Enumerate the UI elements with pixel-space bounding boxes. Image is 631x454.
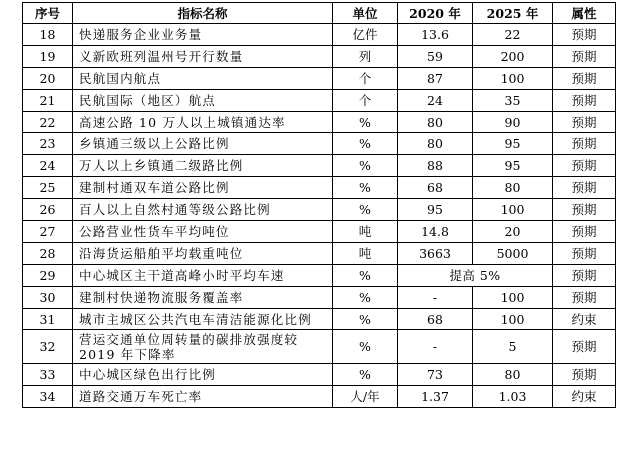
row-index: 24 [23, 155, 73, 177]
value-2020: 68 [398, 177, 473, 199]
indicator-name: 建制村快递物流服务覆盖率 [73, 286, 333, 308]
indicator-name: 乡镇通三级以上公路比例 [73, 133, 333, 155]
table-row [23, 133, 616, 155]
indicator-name: 中心城区绿色出行比例 [73, 364, 333, 386]
value-2020: 3663 [398, 242, 473, 264]
indicator-attribute: 预期 [553, 89, 616, 111]
value-2025: 5 [473, 330, 553, 364]
table-row [23, 242, 616, 264]
indicator-attribute: 预期 [553, 133, 616, 155]
indicator-unit: 个 [333, 89, 398, 111]
value-2025: 22 [473, 24, 553, 46]
indicator-attribute: 预期 [553, 364, 616, 386]
indicator-unit: % [333, 155, 398, 177]
table-row [23, 45, 616, 67]
row-index: 19 [23, 45, 73, 67]
value-2025: 35 [473, 89, 553, 111]
indicator-attribute: 预期 [553, 221, 616, 243]
row-index: 21 [23, 89, 73, 111]
value-2025: 100 [473, 67, 553, 89]
row-index: 25 [23, 177, 73, 199]
table-header-row [23, 3, 616, 24]
value-2020: 1.37 [398, 386, 473, 408]
value-2020: - [398, 330, 473, 364]
indicator-unit: % [333, 308, 398, 330]
indicator-unit: % [333, 286, 398, 308]
value-2025: 90 [473, 111, 553, 133]
value-2025: 100 [473, 308, 553, 330]
table-row [23, 308, 616, 330]
indicator-unit: 个 [333, 67, 398, 89]
table-row [23, 199, 616, 221]
value-2020: 88 [398, 155, 473, 177]
value-2020: 59 [398, 45, 473, 67]
row-index: 22 [23, 111, 73, 133]
table-row [23, 111, 616, 133]
value-2025: 200 [473, 45, 553, 67]
table-row [23, 264, 616, 286]
indicator-name: 义新欧班列温州号开行数量 [73, 45, 333, 67]
indicator-attribute: 约束 [553, 386, 616, 408]
indicator-attribute: 预期 [553, 330, 616, 364]
indicator-unit: % [333, 177, 398, 199]
indicator-name: 快递服务企业业务量 [73, 24, 333, 46]
row-index: 33 [23, 364, 73, 386]
indicator-name: 道路交通万车死亡率 [73, 386, 333, 408]
indicator-unit: 人/年 [333, 386, 398, 408]
row-index: 23 [23, 133, 73, 155]
indicator-name: 中心城区主干道高峰小时平均车速 [73, 264, 333, 286]
indicator-name: 城市主城区公共汽电车清洁能源化比例 [73, 308, 333, 330]
indicator-attribute: 预期 [553, 67, 616, 89]
indicator-unit: 列 [333, 45, 398, 67]
indicator-name: 百人以上自然村通等级公路比例 [73, 199, 333, 221]
indicator-attribute: 预期 [553, 45, 616, 67]
indicator-attribute: 预期 [553, 264, 616, 286]
indicator-table [22, 2, 616, 408]
value-2020: 24 [398, 89, 473, 111]
indicator-unit: 吨 [333, 242, 398, 264]
value-2025: 100 [473, 199, 553, 221]
indicator-name: 万人以上乡镇通二级路比例 [73, 155, 333, 177]
value-2020: 68 [398, 308, 473, 330]
header-name: 指标名称 [73, 3, 333, 24]
value-2020: 95 [398, 199, 473, 221]
table-row [23, 177, 616, 199]
row-index: 18 [23, 24, 73, 46]
indicator-unit: % [333, 199, 398, 221]
header-attribute: 属性 [553, 3, 616, 24]
table-row [23, 24, 616, 46]
value-2025: 1.03 [473, 386, 553, 408]
value-2025: 100 [473, 286, 553, 308]
indicator-name: 营运交通单位周转量的碳排放强度较 2019 年下降率 [73, 330, 333, 364]
indicator-name: 高速公路 10 万人以上城镇通达率 [73, 111, 333, 133]
row-index: 29 [23, 264, 73, 286]
indicator-attribute: 预期 [553, 155, 616, 177]
value-2025: 80 [473, 177, 553, 199]
row-index: 27 [23, 221, 73, 243]
value-2025: 95 [473, 133, 553, 155]
row-index: 26 [23, 199, 73, 221]
table-body [23, 24, 616, 408]
row-index: 20 [23, 67, 73, 89]
row-index: 34 [23, 386, 73, 408]
indicator-unit: % [333, 264, 398, 286]
indicator-attribute: 约束 [553, 308, 616, 330]
indicator-unit: % [333, 133, 398, 155]
value-2020: 13.6 [398, 24, 473, 46]
row-index: 30 [23, 286, 73, 308]
value-2025: 95 [473, 155, 553, 177]
indicator-unit: 吨 [333, 221, 398, 243]
table-row [23, 221, 616, 243]
indicator-attribute: 预期 [553, 286, 616, 308]
value-2025: 80 [473, 364, 553, 386]
indicator-name: 民航国内航点 [73, 67, 333, 89]
table-row [23, 364, 616, 386]
indicator-attribute: 预期 [553, 242, 616, 264]
table-row [23, 330, 616, 364]
indicator-attribute: 预期 [553, 24, 616, 46]
row-index: 28 [23, 242, 73, 264]
value-2025: 5000 [473, 242, 553, 264]
header-2025: 2025 年 [473, 3, 553, 24]
value-2025: 20 [473, 221, 553, 243]
indicator-name: 民航国际（地区）航点 [73, 89, 333, 111]
indicator-name: 沿海货运船舶平均载重吨位 [73, 242, 333, 264]
indicator-unit: % [333, 364, 398, 386]
value-2020: - [398, 286, 473, 308]
header-index: 序号 [23, 3, 73, 24]
header-2020: 2020 年 [398, 3, 473, 24]
value-2020: 14.8 [398, 221, 473, 243]
indicator-unit: % [333, 111, 398, 133]
indicator-unit: % [333, 330, 398, 364]
table-row [23, 386, 616, 408]
indicator-unit: 亿件 [333, 24, 398, 46]
indicator-attribute: 预期 [553, 111, 616, 133]
header-unit: 单位 [333, 3, 398, 24]
indicator-name: 公路营业性货车平均吨位 [73, 221, 333, 243]
value-2020: 73 [398, 364, 473, 386]
indicator-name: 建制村通双车道公路比例 [73, 177, 333, 199]
table-row [23, 89, 616, 111]
row-index: 31 [23, 308, 73, 330]
table-row [23, 155, 616, 177]
target-merged: 提高 5% [398, 264, 553, 286]
value-2020: 80 [398, 133, 473, 155]
table-row [23, 286, 616, 308]
indicator-attribute: 预期 [553, 177, 616, 199]
table-row [23, 67, 616, 89]
indicator-attribute: 预期 [553, 199, 616, 221]
value-2020: 80 [398, 111, 473, 133]
row-index: 32 [23, 330, 73, 364]
value-2020: 87 [398, 67, 473, 89]
